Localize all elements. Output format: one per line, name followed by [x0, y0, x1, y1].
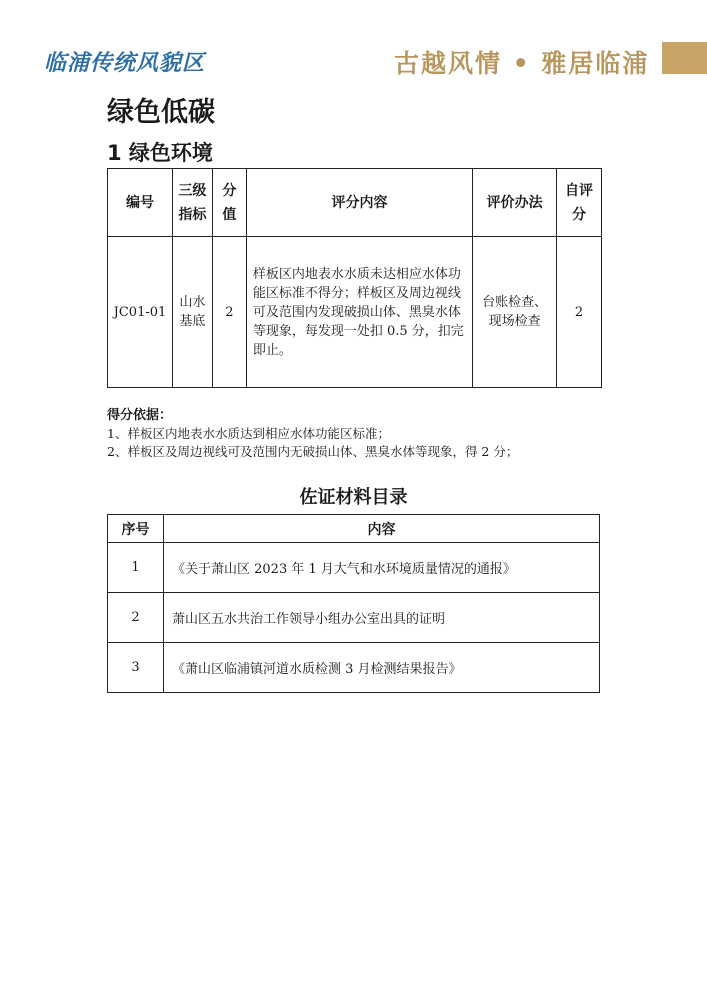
evidence-table [107, 514, 600, 693]
cell-no: 1 [108, 543, 164, 593]
cell-evidence-content: 萧山区五水共治工作领导小组办公室出具的证明 [164, 593, 600, 643]
evidence-title: 佐证材料目录 [299, 487, 408, 508]
basis-line: 1、样板区内地表水水质达到相应水体功能区标准； [107, 426, 390, 441]
col-header-code: 编号 [108, 169, 173, 237]
cell-indicator: 山水基底 [172, 237, 212, 388]
cell-no: 3 [108, 643, 164, 693]
evidence-table-header-row [108, 515, 600, 543]
col-header-method: 评价办法 [473, 169, 557, 237]
page-title: 绿色低碳 [107, 97, 215, 128]
table-row [108, 237, 602, 388]
evaluation-table [107, 168, 602, 388]
header-slogan: 古越风情 • 雅居临浦 [394, 49, 650, 78]
cell-code: JC01-01 [108, 237, 173, 388]
cell-content: 样板区内地表水水质未达相应水体功能区标准不得分；样板区及周边视线可及范围内发现破损山体、黑臭水体等现象，每发现一处扣 0.5 分，扣完即止。 [246, 237, 472, 388]
evaluation-table-header-row [108, 169, 602, 237]
col-header-evidence-content: 内容 [164, 515, 600, 543]
col-header-indicator: 三级指标 [172, 169, 212, 237]
cell-method: 台账检查、现场检查 [473, 237, 557, 388]
col-header-self-score: 自评分 [557, 169, 602, 237]
cell-score: 2 [212, 237, 246, 388]
basis-line: 2、样板区及周边视线可及范围内无破损山体、黑臭水体等现象，得 2 分； [107, 444, 519, 459]
col-header-score: 分值 [212, 169, 246, 237]
section-title: 1 绿色环境 [107, 141, 213, 165]
header-brand: 临浦传统风貌区 [44, 51, 206, 76]
header-decor-block [662, 42, 707, 74]
cell-evidence-content: 《萧山区临浦镇河道水质检测 3 月检测结果报告》 [164, 643, 600, 693]
table-row [108, 543, 600, 593]
cell-no: 2 [108, 593, 164, 643]
col-header-no: 序号 [108, 515, 164, 543]
col-header-content: 评分内容 [246, 169, 472, 237]
basis-heading: 得分依据： [107, 408, 173, 423]
table-row [108, 593, 600, 643]
cell-evidence-content: 《关于萧山区 2023 年 1 月大气和水环境质量情况的通报》 [164, 543, 600, 593]
table-row [108, 643, 600, 693]
cell-self-score: 2 [557, 237, 602, 388]
